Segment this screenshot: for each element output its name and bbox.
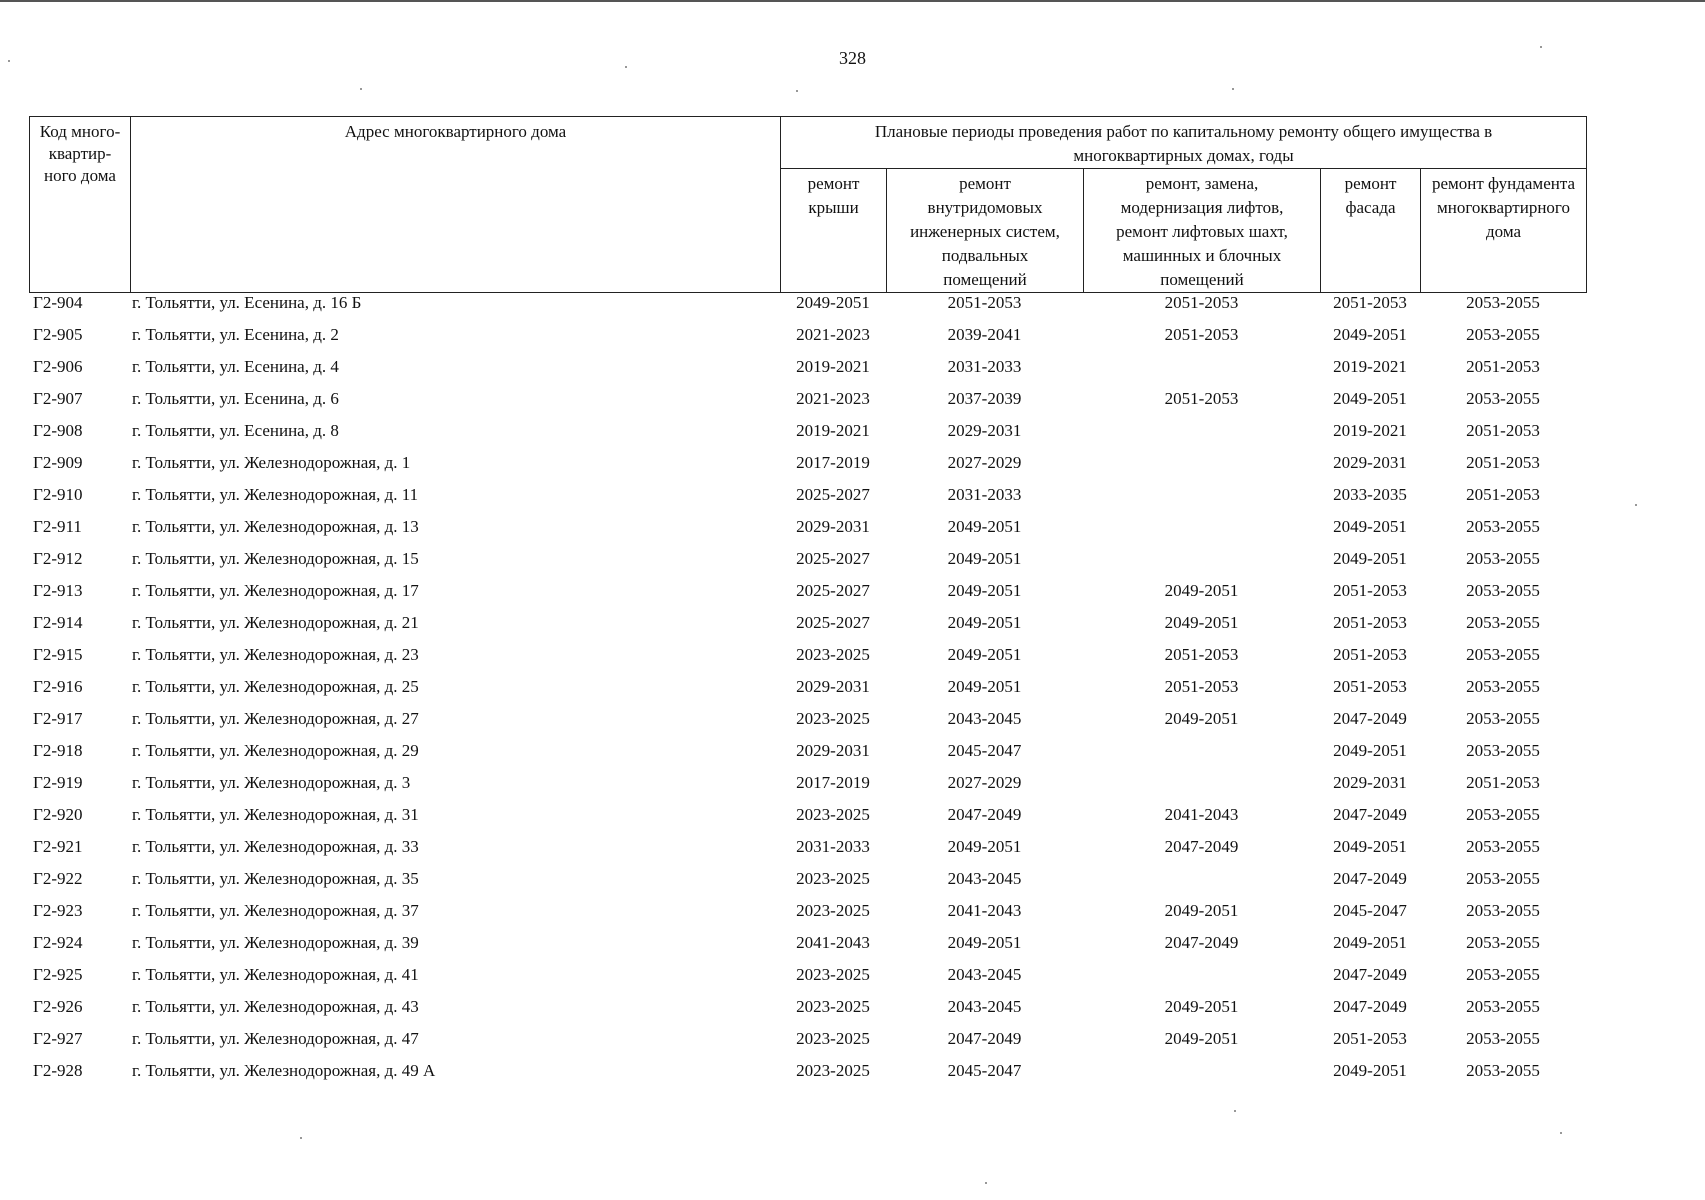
table-row [29, 450, 1586, 482]
facade-repair-period: 2047-2049 [1333, 869, 1407, 888]
facade-repair-period: 2051-2053 [1333, 613, 1407, 632]
scan-speck [1635, 504, 1637, 506]
roof-repair-period: 2021-2023 [796, 325, 870, 344]
table-row [29, 354, 1586, 386]
house-address: г. Тольятти, ул. Железнодорожная, д. 27 [132, 709, 419, 728]
foundation-repair-period: 2053-2055 [1466, 677, 1540, 696]
engineering-repair-period: 2031-2033 [947, 485, 1022, 504]
header-lifts-line: ремонт, замена, [1145, 174, 1259, 193]
facade-repair-period: 2049-2051 [1333, 837, 1407, 856]
engineering-repair-period: 2027-2029 [947, 453, 1022, 472]
header-foundation-repair-line: дома [1486, 222, 1522, 241]
roof-repair-period: 2029-2031 [796, 517, 870, 536]
table-row [29, 834, 1586, 866]
house-address: г. Тольятти, ул. Железнодорожная, д. 37 [132, 901, 419, 920]
roof-repair-period: 2029-2031 [796, 741, 870, 760]
facade-repair-period: 2051-2053 [1333, 1029, 1407, 1048]
house-address: г. Тольятти, ул. Железнодорожная, д. 23 [132, 645, 419, 664]
house-address: г. Тольятти, ул. Железнодорожная, д. 49 А [132, 1061, 436, 1080]
header-foundation-repair [1421, 169, 1587, 293]
facade-repair-period: 2051-2053 [1333, 293, 1407, 312]
facade-repair-period: 2019-2021 [1333, 357, 1407, 376]
house-code: Г2-905 [33, 325, 83, 344]
engineering-repair-period: 2049-2051 [947, 613, 1022, 632]
facade-repair-period: 2049-2051 [1333, 741, 1407, 760]
page-number: 328 [839, 48, 866, 68]
facade-repair-period: 2047-2049 [1333, 805, 1407, 824]
house-address: г. Тольятти, ул. Железнодорожная, д. 35 [132, 869, 419, 888]
foundation-repair-period: 2053-2055 [1466, 293, 1540, 312]
roof-repair-period: 2023-2025 [796, 869, 870, 888]
house-address: г. Тольятти, ул. Железнодорожная, д. 15 [132, 549, 419, 568]
scan-speck [1234, 1110, 1236, 1112]
engineering-repair-period: 2037-2039 [947, 389, 1022, 408]
header-lifts-line: машинных и блочных [1122, 246, 1282, 265]
header-roof-repair [781, 169, 887, 293]
house-address: г. Тольятти, ул. Железнодорожная, д. 39 [132, 933, 419, 952]
house-code: Г2-904 [33, 293, 83, 312]
roof-repair-period: 2021-2023 [796, 389, 870, 408]
header-roof-repair-line: крыши [808, 198, 859, 217]
house-code: Г2-914 [33, 613, 83, 632]
house-address: г. Тольятти, ул. Железнодорожная, д. 11 [132, 485, 419, 504]
foundation-repair-period: 2053-2055 [1466, 741, 1540, 760]
table-row [29, 930, 1586, 962]
roof-repair-period: 2025-2027 [796, 549, 870, 568]
roof-repair-period: 2019-2021 [796, 357, 870, 376]
engineering-repair-period: 2027-2029 [947, 773, 1022, 792]
house-address: г. Тольятти, ул. Железнодорожная, д. 41 [132, 965, 419, 984]
header-foundation-repair-line: многоквартирного [1437, 198, 1570, 217]
lift-repair-period: 2041-2043 [1164, 805, 1239, 824]
table-row [29, 962, 1586, 994]
facade-repair-period: 2029-2031 [1333, 453, 1407, 472]
roof-repair-period: 2025-2027 [796, 581, 870, 600]
lift-repair-period: 2049-2051 [1164, 613, 1239, 632]
foundation-repair-period: 2053-2055 [1466, 965, 1540, 984]
house-code: Г2-917 [33, 709, 83, 728]
header-house-code-line: ного дома [44, 166, 116, 185]
header-foundation-repair-line: ремонт фундамента [1431, 174, 1576, 193]
foundation-repair-period: 2053-2055 [1466, 805, 1540, 824]
header-facade-repair-line: фасада [1345, 198, 1396, 217]
house-address: г. Тольятти, ул. Железнодорожная, д. 21 [132, 613, 419, 632]
header-engineering-systems-line: помещений [943, 270, 1027, 289]
facade-repair-period: 2051-2053 [1333, 581, 1407, 600]
scan-speck [8, 60, 10, 62]
foundation-repair-period: 2053-2055 [1466, 549, 1540, 568]
foundation-repair-period: 2053-2055 [1466, 325, 1540, 344]
scan-speck [1560, 1132, 1562, 1134]
table-row [29, 994, 1586, 1026]
header-lifts-line: ремонт лифтовых шахт, [1116, 222, 1288, 241]
engineering-repair-period: 2043-2045 [947, 869, 1022, 888]
table-row [29, 674, 1586, 706]
foundation-repair-period: 2053-2055 [1466, 901, 1540, 920]
house-code: Г2-908 [33, 421, 83, 440]
facade-repair-period: 2029-2031 [1333, 773, 1407, 792]
engineering-repair-period: 2041-2043 [947, 901, 1022, 920]
table-row [29, 610, 1586, 642]
facade-repair-period: 2019-2021 [1333, 421, 1407, 440]
table-row [29, 322, 1586, 354]
header-planned-periods-line: многоквартирных домах, годы [1073, 146, 1294, 165]
table-row [29, 290, 1586, 322]
foundation-repair-period: 2053-2055 [1466, 709, 1540, 728]
header-lifts [1084, 169, 1321, 293]
house-address: г. Тольятти, ул. Есенина, д. 4 [132, 357, 339, 376]
lift-repair-period: 2051-2053 [1164, 677, 1239, 696]
house-code: Г2-913 [33, 581, 83, 600]
facade-repair-period: 2047-2049 [1333, 965, 1407, 984]
lift-repair-period: 2049-2051 [1164, 901, 1239, 920]
scan-speck [1232, 88, 1234, 90]
roof-repair-period: 2023-2025 [796, 901, 870, 920]
table-body [29, 290, 1586, 1090]
house-address: г. Тольятти, ул. Есенина, д. 8 [132, 421, 339, 440]
facade-repair-period: 2049-2051 [1333, 517, 1407, 536]
engineering-repair-period: 2047-2049 [947, 1029, 1022, 1048]
scan-speck [625, 66, 627, 68]
house-address: г. Тольятти, ул. Железнодорожная, д. 1 [132, 453, 411, 472]
roof-repair-period: 2023-2025 [796, 805, 870, 824]
engineering-repair-period: 2039-2041 [947, 325, 1022, 344]
roof-repair-period: 2023-2025 [796, 709, 870, 728]
scan-speck [300, 1137, 302, 1139]
facade-repair-period: 2047-2049 [1333, 997, 1407, 1016]
foundation-repair-period: 2051-2053 [1466, 421, 1540, 440]
house-address: г. Тольятти, ул. Железнодорожная, д. 29 [132, 741, 419, 760]
table-row [29, 386, 1586, 418]
header-roof-repair-line: ремонт [807, 174, 860, 193]
table-row [29, 642, 1586, 674]
facade-repair-period: 2049-2051 [1333, 325, 1407, 344]
house-address: г. Тольятти, ул. Железнодорожная, д. 33 [132, 837, 419, 856]
table-row [29, 514, 1586, 546]
roof-repair-period: 2017-2019 [796, 453, 870, 472]
foundation-repair-period: 2053-2055 [1466, 1029, 1540, 1048]
house-address: г. Тольятти, ул. Железнодорожная, д. 13 [132, 517, 419, 536]
house-code: Г2-909 [33, 453, 83, 472]
table-row [29, 546, 1586, 578]
house-address: г. Тольятти, ул. Есенина, д. 16 Б [132, 293, 362, 312]
house-code: Г2-924 [33, 933, 83, 952]
table-row [29, 866, 1586, 898]
facade-repair-period: 2049-2051 [1333, 1061, 1407, 1080]
header-facade-repair [1321, 169, 1421, 293]
foundation-repair-period: 2051-2053 [1466, 453, 1540, 472]
house-code: Г2-916 [33, 677, 83, 696]
header-engineering-systems-line: подвальных [941, 246, 1029, 265]
engineering-repair-period: 2029-2031 [947, 421, 1022, 440]
house-code: Г2-911 [33, 517, 82, 536]
house-address: г. Тольятти, ул. Железнодорожная, д. 17 [132, 581, 419, 600]
foundation-repair-period: 2053-2055 [1466, 517, 1540, 536]
house-address: г. Тольятти, ул. Железнодорожная, д. 47 [132, 1029, 419, 1048]
header-engineering-systems-line: ремонт [959, 174, 1011, 193]
foundation-repair-period: 2053-2055 [1466, 837, 1540, 856]
header-facade-repair-line: ремонт [1344, 174, 1397, 193]
lift-repair-period: 2049-2051 [1164, 997, 1239, 1016]
roof-repair-period: 2023-2025 [796, 1029, 870, 1048]
lift-repair-period: 2051-2053 [1164, 325, 1239, 344]
table-row [29, 418, 1586, 450]
house-code: Г2-906 [33, 357, 83, 376]
table-row [29, 578, 1586, 610]
house-code: Г2-921 [33, 837, 83, 856]
roof-repair-period: 2023-2025 [796, 645, 870, 664]
engineering-repair-period: 2049-2051 [947, 549, 1022, 568]
header-planned-periods [781, 117, 1587, 169]
facade-repair-period: 2051-2053 [1333, 645, 1407, 664]
table-header [29, 116, 1587, 293]
facade-repair-period: 2049-2051 [1333, 389, 1407, 408]
scan-speck [985, 1182, 987, 1184]
facade-repair-period: 2051-2053 [1333, 677, 1407, 696]
house-code: Г2-912 [33, 549, 83, 568]
header-engineering-systems [887, 169, 1084, 293]
engineering-repair-period: 2031-2033 [947, 357, 1022, 376]
house-address: г. Тольятти, ул. Есенина, д. 6 [132, 389, 339, 408]
house-address: г. Тольятти, ул. Железнодорожная, д. 31 [132, 805, 419, 824]
table-row [29, 802, 1586, 834]
table-row [29, 1026, 1586, 1058]
scan-speck [1540, 46, 1542, 48]
house-address: г. Тольятти, ул. Железнодорожная, д. 25 [132, 677, 419, 696]
roof-repair-period: 2049-2051 [796, 293, 870, 312]
house-code: Г2-910 [33, 485, 83, 504]
engineering-repair-period: 2043-2045 [947, 709, 1022, 728]
foundation-repair-period: 2053-2055 [1466, 997, 1540, 1016]
engineering-repair-period: 2043-2045 [947, 965, 1022, 984]
foundation-repair-period: 2053-2055 [1466, 389, 1540, 408]
header-address [131, 117, 781, 293]
house-code: Г2-926 [33, 997, 83, 1016]
house-code: Г2-927 [33, 1029, 83, 1048]
house-address: г. Тольятти, ул. Железнодорожная, д. 43 [132, 997, 419, 1016]
roof-repair-period: 2025-2027 [796, 613, 870, 632]
engineering-repair-period: 2045-2047 [947, 1061, 1022, 1080]
header-engineering-systems-line: внутридомовых [927, 198, 1043, 217]
header-engineering-systems-line: инженерных систем, [910, 222, 1060, 241]
engineering-repair-period: 2045-2047 [947, 741, 1022, 760]
foundation-repair-period: 2053-2055 [1466, 613, 1540, 632]
header-address-label: Адрес многоквартирного дома [344, 122, 567, 141]
engineering-repair-period: 2047-2049 [947, 805, 1022, 824]
engineering-repair-period: 2051-2053 [947, 293, 1022, 312]
lift-repair-period: 2049-2051 [1164, 1029, 1239, 1048]
engineering-repair-period: 2049-2051 [947, 677, 1022, 696]
table-row [29, 1058, 1586, 1090]
house-code: Г2-922 [33, 869, 83, 888]
lift-repair-period: 2047-2049 [1164, 933, 1239, 952]
lift-repair-period: 2051-2053 [1164, 293, 1239, 312]
table-row [29, 770, 1586, 802]
facade-repair-period: 2049-2051 [1333, 933, 1407, 952]
table-row [29, 482, 1586, 514]
scan-speck [360, 88, 362, 90]
scan-speck [796, 90, 798, 92]
foundation-repair-period: 2053-2055 [1466, 933, 1540, 952]
foundation-repair-period: 2051-2053 [1466, 357, 1540, 376]
roof-repair-period: 2023-2025 [796, 997, 870, 1016]
table-row [29, 898, 1586, 930]
roof-repair-period: 2023-2025 [796, 965, 870, 984]
engineering-repair-period: 2049-2051 [947, 517, 1022, 536]
house-code: Г2-920 [33, 805, 83, 824]
table-row [29, 706, 1586, 738]
foundation-repair-period: 2051-2053 [1466, 485, 1540, 504]
lift-repair-period: 2049-2051 [1164, 709, 1239, 728]
engineering-repair-period: 2049-2051 [947, 645, 1022, 664]
facade-repair-period: 2049-2051 [1333, 549, 1407, 568]
house-address: г. Тольятти, ул. Железнодорожная, д. 3 [132, 773, 411, 792]
engineering-repair-period: 2049-2051 [947, 581, 1022, 600]
header-house-code [30, 117, 131, 293]
engineering-repair-period: 2049-2051 [947, 933, 1022, 952]
engineering-repair-period: 2049-2051 [947, 837, 1022, 856]
house-code: Г2-918 [33, 741, 83, 760]
house-code: Г2-925 [33, 965, 83, 984]
top-border-line [0, 0, 1705, 2]
lift-repair-period: 2051-2053 [1164, 389, 1239, 408]
lift-repair-period: 2047-2049 [1164, 837, 1239, 856]
header-house-code-line: Код много- [39, 122, 121, 141]
header-lifts-line: модернизация лифтов, [1120, 198, 1284, 217]
facade-repair-period: 2047-2049 [1333, 709, 1407, 728]
foundation-repair-period: 2053-2055 [1466, 869, 1540, 888]
roof-repair-period: 2041-2043 [796, 933, 870, 952]
roof-repair-period: 2031-2033 [796, 837, 870, 856]
engineering-repair-period: 2043-2045 [947, 997, 1022, 1016]
roof-repair-period: 2017-2019 [796, 773, 870, 792]
facade-repair-period: 2045-2047 [1333, 901, 1407, 920]
facade-repair-period: 2033-2035 [1333, 485, 1407, 504]
roof-repair-period: 2029-2031 [796, 677, 870, 696]
house-code: Г2-919 [33, 773, 83, 792]
table-row [29, 738, 1586, 770]
foundation-repair-period: 2053-2055 [1466, 581, 1540, 600]
header-lifts-line: помещений [1160, 270, 1244, 289]
house-code: Г2-923 [33, 901, 83, 920]
header-planned-periods-line: Плановые периоды проведения работ по капитальному ремонту общего имущества в [874, 122, 1493, 141]
house-address: г. Тольятти, ул. Есенина, д. 2 [132, 325, 339, 344]
foundation-repair-period: 2051-2053 [1466, 773, 1540, 792]
foundation-repair-period: 2053-2055 [1466, 1061, 1540, 1080]
roof-repair-period: 2025-2027 [796, 485, 870, 504]
house-code: Г2-928 [33, 1061, 83, 1080]
roof-repair-period: 2023-2025 [796, 1061, 870, 1080]
lift-repair-period: 2049-2051 [1164, 581, 1239, 600]
lift-repair-period: 2051-2053 [1164, 645, 1239, 664]
house-code: Г2-915 [33, 645, 83, 664]
roof-repair-period: 2019-2021 [796, 421, 870, 440]
header-house-code-line: квартир- [48, 144, 112, 163]
house-code: Г2-907 [33, 389, 83, 408]
foundation-repair-period: 2053-2055 [1466, 645, 1540, 664]
